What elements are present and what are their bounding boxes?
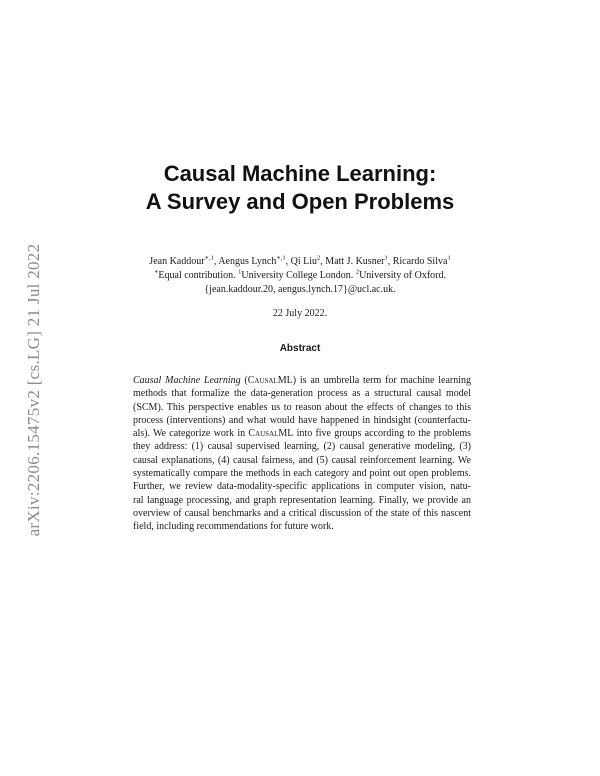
author-name: Matt J. Kusner xyxy=(325,256,385,267)
abstract-text: they address: (1) causal supervised learning, (2) causal generative modeling, (3) xyxy=(133,441,471,453)
author-list xyxy=(0,255,600,269)
abstract-line xyxy=(133,507,471,520)
title-line-2: A Survey and Open Problems xyxy=(145,189,455,214)
abstract-text: als). We categorize work in xyxy=(133,428,249,440)
abstract-text: ral language processing, and graph representation learning. Finally, we provide an xyxy=(133,494,471,506)
affiliation-2-text: University of Oxford. xyxy=(359,270,446,281)
arxiv-identifier-stamp: arXiv:2206.15475v2 [cs.LG] 21 Jul 2022 xyxy=(24,243,43,537)
abstract-line xyxy=(133,440,471,453)
author-affiliation-mark: 1 xyxy=(447,254,451,262)
author-affiliation-mark: 1 xyxy=(384,254,388,262)
author-name: Qi Liu xyxy=(290,256,318,267)
abstract-heading: Abstract xyxy=(279,343,321,354)
author-name: Jean Kaddour xyxy=(149,256,205,267)
abstract-line xyxy=(133,387,471,400)
abstract-body xyxy=(133,374,471,534)
abstract-line xyxy=(133,454,471,467)
author-name: Aengus Lynch xyxy=(218,256,277,267)
abstract-text: ) is an umbrella term for machine learning xyxy=(292,375,471,386)
author-separator: , xyxy=(320,256,326,267)
abstract-text: field, including recommendations for future work. xyxy=(133,521,334,533)
abstract-small-caps: CausalML xyxy=(247,375,293,386)
author-emails: {jean.kaddour.20, aengus.lynch.17}@ucl.ac.uk. xyxy=(204,284,396,295)
author-separator: , xyxy=(285,256,291,267)
abstract-emphasis: Causal Machine Learning xyxy=(133,375,241,386)
author-separator: , xyxy=(213,256,219,267)
abstract-line xyxy=(133,467,471,480)
affiliation-1-text: University College London. xyxy=(241,270,356,281)
author-affiliation-mark: 2 xyxy=(317,254,321,262)
abstract-text: overview of causal benchmarks and a critical discussion of the state of this nascent xyxy=(133,507,471,519)
abstract-text: methods that formalize the data-generation process as a structural causal model xyxy=(133,388,471,400)
abstract-line xyxy=(133,401,471,414)
abstract-text: Further, we review data-modality-specific applications in computer vision, natu- xyxy=(133,481,471,493)
abstract-line xyxy=(133,374,471,387)
abstract-text: (SCM). This perspective enables us to reason about the effects of changes to this xyxy=(133,401,471,413)
author-separator: , xyxy=(387,256,393,267)
author-affiliation-mark: ∗,1 xyxy=(276,254,286,262)
author-affiliation-mark: ∗,1 xyxy=(204,254,214,262)
abstract-text: into five groups according to the problems xyxy=(293,428,471,440)
abstract-line xyxy=(133,520,471,533)
author-block xyxy=(0,255,600,297)
affiliation-1-mark: 1 xyxy=(238,268,242,276)
equal-contribution-text: Equal contribution. xyxy=(158,270,239,281)
paper-title xyxy=(0,160,600,216)
abstract-text: ( xyxy=(240,375,248,386)
abstract-line xyxy=(133,427,471,440)
abstract-line xyxy=(133,480,471,493)
equal-contribution-mark: ∗ xyxy=(153,268,159,276)
abstract-line xyxy=(133,414,471,427)
paper-date: 22 July 2022. xyxy=(272,308,328,319)
abstract-text: process (interventions) and what would have happened in hindsight (counterfactu- xyxy=(133,414,471,426)
affiliations xyxy=(0,269,600,283)
author-name: Ricardo Silva xyxy=(392,256,448,267)
abstract-small-caps: CausalML xyxy=(248,428,294,440)
abstract-text: causal explanations, (4) causal fairness, and (5) causal reinforcement learning. We xyxy=(133,454,471,466)
abstract-line xyxy=(133,494,471,507)
affiliation-2-mark: 2 xyxy=(355,268,360,276)
abstract-text: systematically compare the methods in each category and point out open problems. xyxy=(133,468,471,480)
title-line-1: Causal Machine Learning: xyxy=(163,161,437,186)
